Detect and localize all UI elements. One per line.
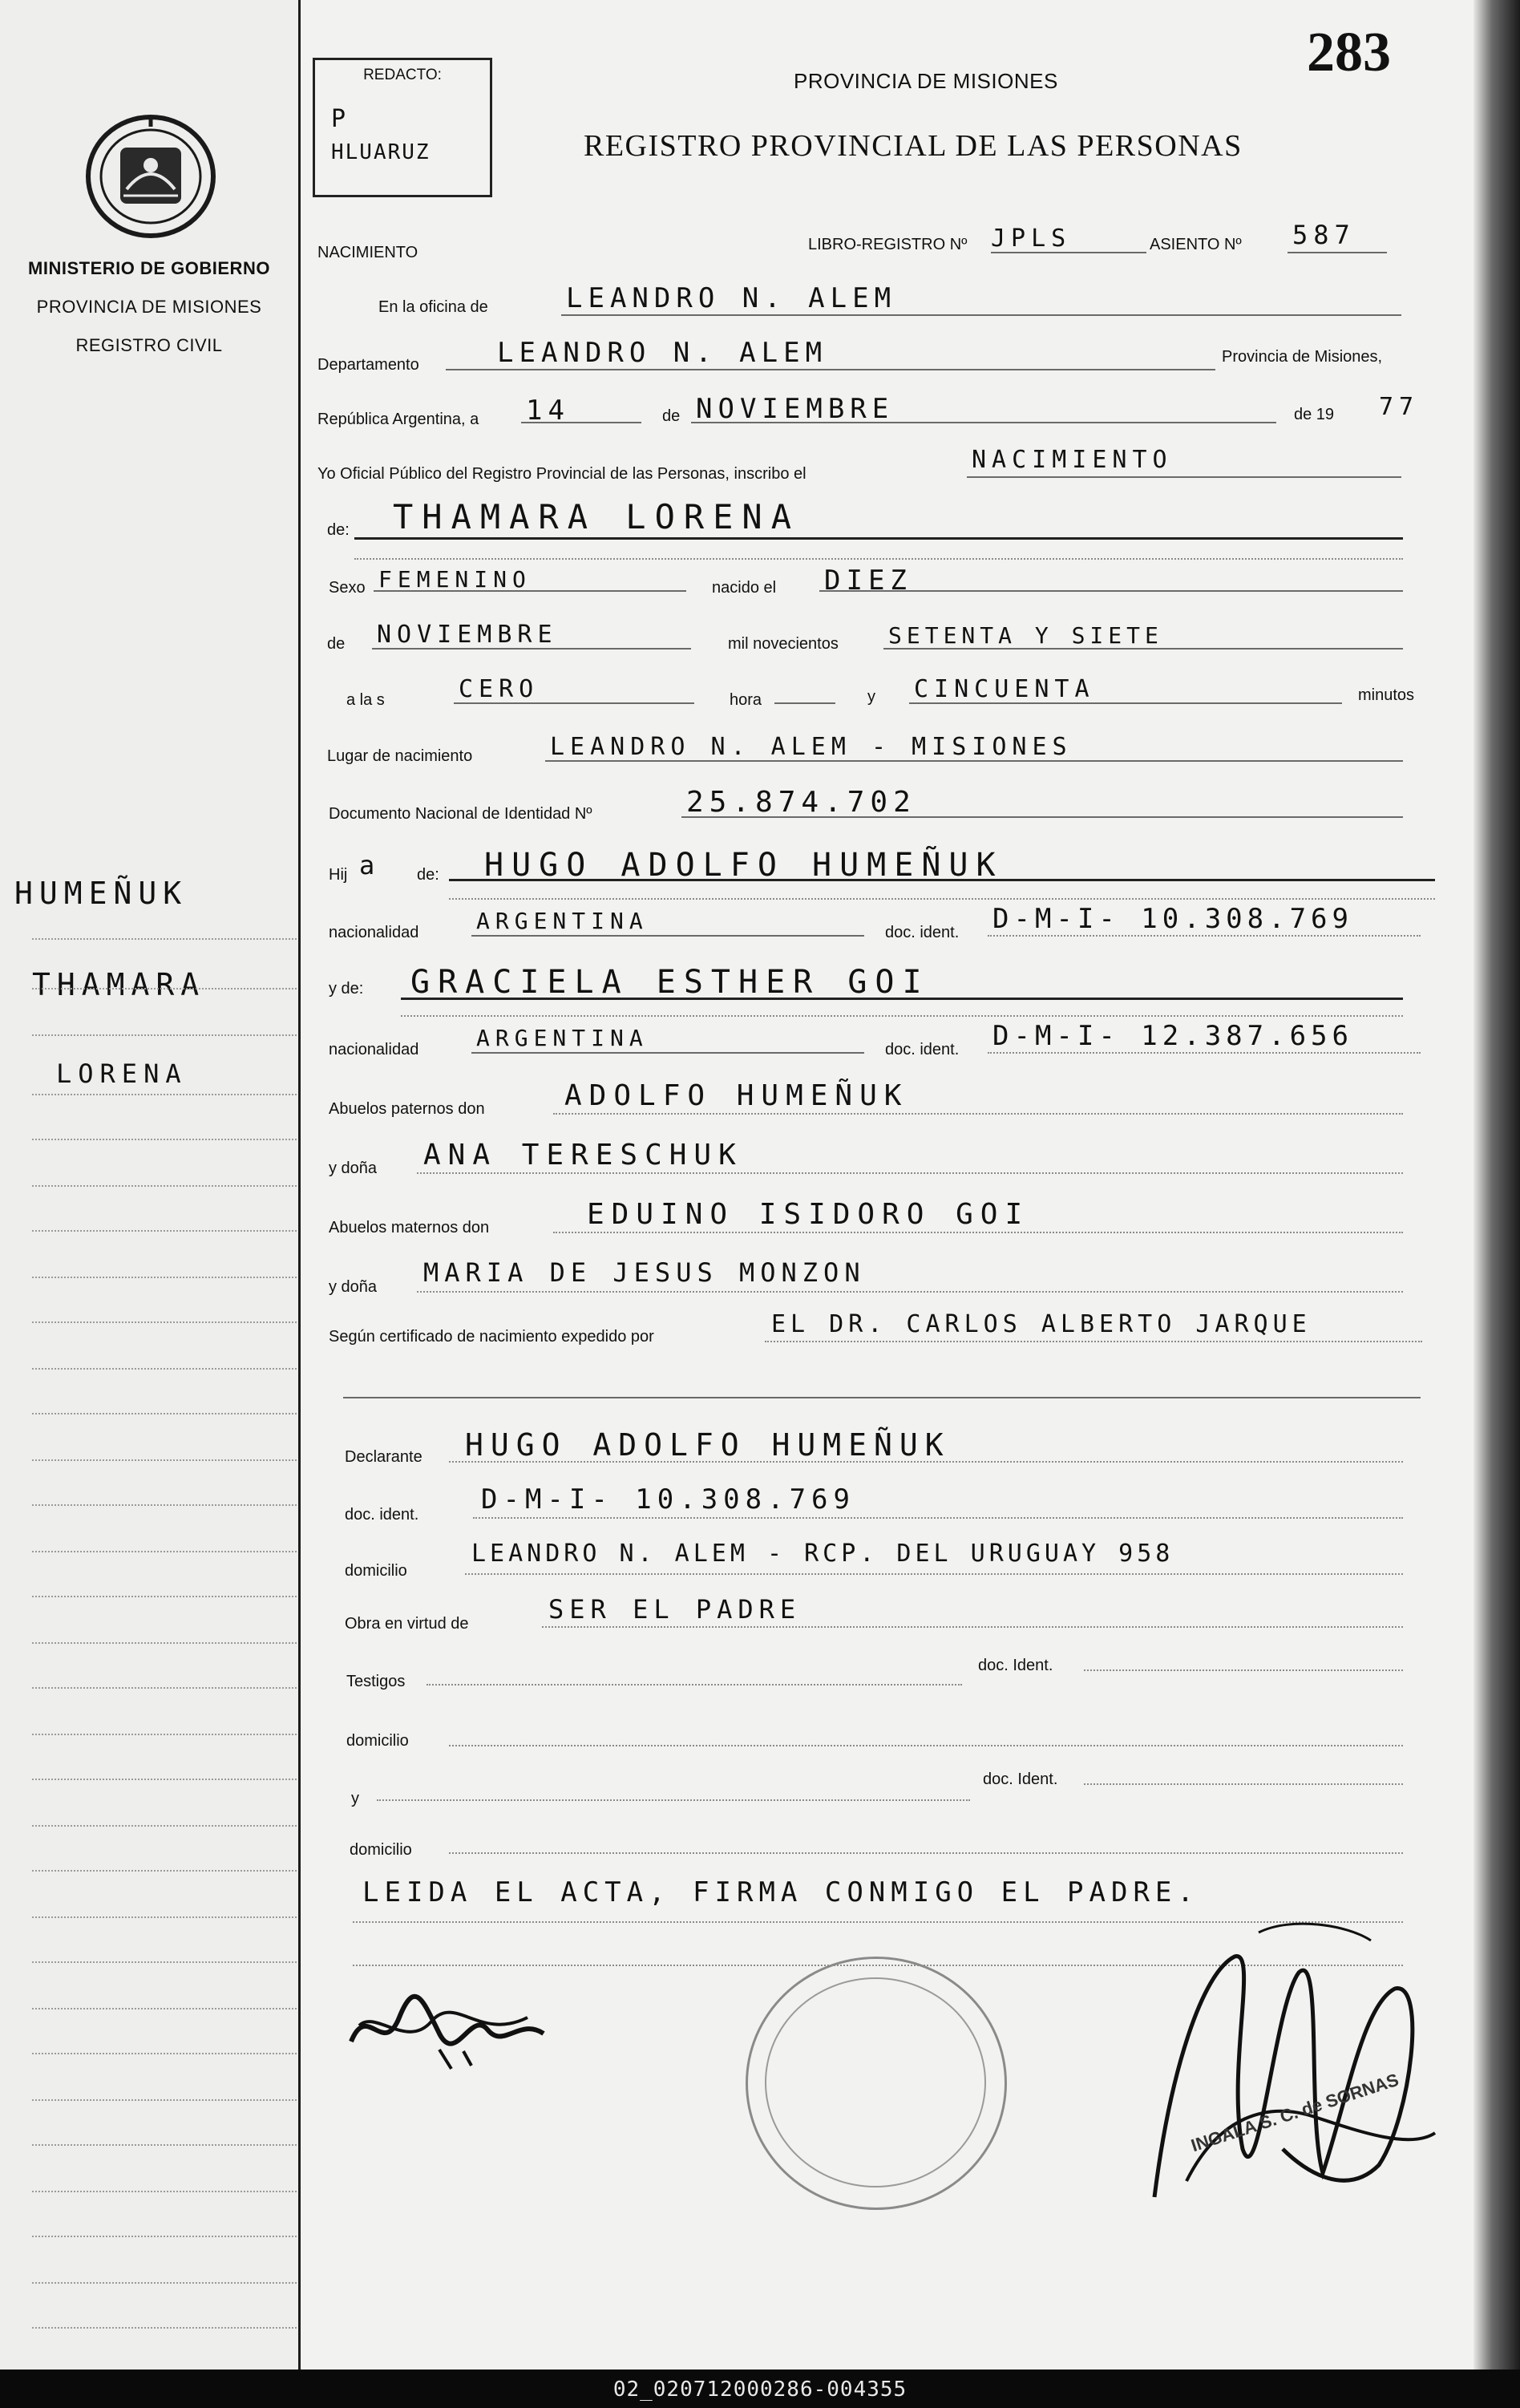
lugar-rule [545,760,1403,762]
declarant-signature [343,1985,552,2074]
mother-doc-rule [988,1052,1421,1054]
dni-value: 25.874.702 [686,786,916,819]
margin-rule [32,1504,297,1506]
margin-rule [32,1185,297,1187]
father-doc-rule [988,935,1421,937]
segun-rule [765,1341,1422,1342]
testigo2-rule [377,1799,970,1801]
domicilio-value: LEANDRO N. ALEM - RCP. DEL URUGUAY 958 [471,1540,1174,1568]
oficina-rule [561,314,1401,316]
margin-surname: HUMEÑUK [14,876,188,911]
nacido-label: nacido el [712,579,777,597]
day-value: 14 [526,395,570,427]
abuelos-paternos-label: Abuelos paternos don [329,1100,485,1118]
sexo-value: FEMENINO [378,566,532,593]
hij-suffix: a [359,850,381,880]
republica-label: República Argentina, a [317,411,479,428]
dona-label: y doña [329,1278,378,1296]
birth-year-rule [883,648,1403,650]
paternal-grandfather-rule [553,1113,1403,1115]
father-name-value: HUGO ADOLFO HUMEÑUK [484,847,1004,884]
margin-rule [32,938,297,940]
testigo1-domicilio-label: domicilio [346,1732,409,1750]
margin-rule [32,1230,297,1232]
testigo1-domicilio-rule [449,1745,1403,1746]
lugar-value: LEANDRO N. ALEM - MISIONES [550,733,1073,761]
birth-year-value: SETENTA Y SIETE [888,622,1163,649]
margin-rule [32,1734,297,1735]
nacionalidad-label: nacionalidad [329,1041,419,1058]
y-label: y [867,688,875,706]
margin-rule [32,1139,297,1140]
child-name-underrule [354,558,1403,560]
hij-de-label: de: [417,866,439,884]
margin-rule [32,1596,297,1597]
margin-rule [32,2008,297,2009]
margin-rule [32,1870,297,1872]
abuelos-maternos-label: Abuelos maternos don [329,1219,490,1236]
declarante-doc-rule [473,1517,1403,1519]
father-name-underrule [449,898,1435,900]
alas-label: a la s [346,691,385,709]
page-number: 283 [1307,22,1391,83]
margin-rule [32,1321,297,1323]
departamento-label: Departamento [317,356,419,374]
margin-rule [32,1034,297,1036]
scan-edge-shadow [1474,0,1520,2370]
father-nationality-rule [471,935,864,937]
year-label: de 19 [1294,406,1335,423]
paternal-grandmother-value: ANA TERESCHUK [423,1139,743,1172]
de-name-label: de: [327,521,350,539]
redacto-handwritten-name: HLUARUZ [331,140,431,164]
maternal-grandmother-rule [417,1291,1403,1293]
father-nationality-value: ARGENTINA [476,908,649,934]
province-header: PROVINCIA DE MISIONES [794,69,1058,93]
margin-rule [32,1094,297,1095]
redacto-handwritten-initial: P [331,105,348,133]
child-name-value: THAMARA LORENA [393,497,801,536]
mother-nationality-value: ARGENTINA [476,1025,649,1051]
testigo1-rule [426,1684,962,1686]
provincia-label: Provincia de Misiones, [1222,348,1383,366]
margin-rule [32,1368,297,1370]
redacto-box [313,58,492,197]
departamento-rule [446,369,1215,370]
margin-rule [32,2191,297,2192]
father-doc-value: D-M-I- 10.308.769 [992,903,1353,935]
province-subtitle: PROVINCIA DE MISIONES [36,297,262,317]
testigo-y-label: y [351,1790,359,1807]
declarante-doc-label: doc. ident. [345,1506,419,1524]
mother-name-rule [401,998,1403,1000]
ministry-title: MINISTERIO DE GOBIERNO [28,258,270,278]
asiento-label: ASIENTO Nº [1150,236,1242,253]
margin-rule [32,1961,297,1963]
hij-label: Hij [329,866,348,884]
record-type-label: NACIMIENTO [317,244,418,261]
segun-value: EL DR. CARLOS ALBERTO JARQUE [771,1310,1312,1338]
margin-first-name: THAMARA [32,967,206,1002]
margin-rule [32,1551,297,1552]
yo-oficial-label: Yo Oficial Público del Registro Provincial de las Personas, inscribo el [317,465,806,483]
mother-doc-value: D-M-I- 12.387.656 [992,1020,1353,1052]
registry-title: REGISTRO PROVINCIAL DE LAS PERSONAS [584,129,1243,163]
lugar-label: Lugar de nacimiento [327,747,473,765]
libro-label: LIBRO-REGISTRO Nº [808,236,968,253]
birth-month-rule [372,648,691,650]
closing-statement: LEIDA EL ACTA, FIRMA CONMIGO EL PADRE. [362,1876,1199,1908]
domicilio-rule [465,1573,1403,1575]
margin-second-name: LORENA [56,1058,188,1089]
sexo-label: Sexo [329,579,366,597]
dni-rule [681,816,1403,818]
minutos-rule [909,702,1342,704]
minutos-value: CINCUENTA [914,675,1095,703]
nacido-value: DIEZ [824,565,912,597]
nacido-rule [819,590,1403,592]
obra-value: SER EL PADRE [548,1594,802,1625]
maternal-grandfather-value: EDUINO ISIDORO GOI [587,1198,1030,1231]
margin-rule [32,2236,297,2237]
mother-doc-label: doc. ident. [885,1041,960,1058]
asiento-rule [1288,252,1387,253]
dni-label: Documento Nacional de Identidad Nº [329,805,592,823]
redacto-label: REDACTO: [363,67,442,83]
obra-rule [542,1626,1403,1628]
margin-rule [32,1277,297,1278]
margin-rule [32,2282,297,2284]
father-doc-label: doc. ident. [885,924,960,941]
declarante-label: Declarante [345,1448,422,1466]
father-name-rule [449,879,1435,881]
margin-rule [32,988,297,990]
dona-label: y doña [329,1159,378,1177]
inscribo-rule [967,476,1401,478]
provincial-crest-icon [83,112,218,241]
birth-month-value: NOVIEMBRE [377,621,558,649]
testigo2-doc-rule [1084,1783,1403,1785]
departamento-value: LEANDRO N. ALEM [497,337,828,369]
nacionalidad-label: nacionalidad [329,924,419,941]
obra-label: Obra en virtud de [345,1615,469,1633]
asiento-value: 587 [1292,220,1356,250]
libro-rule [991,252,1146,253]
sexo-rule [374,590,686,592]
inscribo-value: NACIMIENTO [972,446,1173,474]
testigo1-doc-label: doc. Ident. [978,1657,1053,1674]
margin-rule [32,1459,297,1461]
document-id: 02_020712000286-004355 [612,2378,908,2402]
child-name-rule [354,537,1403,540]
domicilio-label: domicilio [345,1562,407,1580]
segun-label: Según certificado de nacimiento expedido por [329,1328,654,1346]
hora-short-rule [774,702,835,704]
margin-rule [32,1916,297,1918]
margin-rule [32,1687,297,1689]
testigo2-doc-label: doc. Ident. [983,1771,1058,1788]
margin-rule [32,2099,297,2101]
mother-name-underrule [401,1015,1403,1017]
segun-continuation-rule [343,1397,1421,1398]
hora-value: CERO [459,675,540,703]
yde-label: y de: [329,980,364,998]
registry-subtitle: REGISTRO CIVIL [75,335,223,355]
margin-rule [32,1642,297,1644]
official-signature [1106,1908,1443,2213]
mother-nationality-rule [471,1052,864,1054]
testigo2-domicilio-rule [449,1852,1403,1854]
margin-rule [32,1825,297,1827]
declarante-doc-value: D-M-I- 10.308.769 [481,1483,855,1516]
margin-rule [32,2144,297,2146]
de-month-label: de [327,635,346,653]
registrar-stamp: INGALA S. C. de SORNAS [1188,2069,1401,2156]
day-rule [521,422,641,423]
testigo2-domicilio-label: domicilio [350,1841,412,1859]
maternal-grandfather-rule [553,1232,1403,1233]
official-seal-inner [765,1977,986,2187]
declarante-rule [449,1461,1403,1463]
minutos-label: minutos [1358,686,1415,704]
libro-value: JPLS [991,225,1072,253]
hora-label: hora [730,691,762,709]
margin-rule [32,1413,297,1414]
margin-rule [32,1779,297,1780]
month-rule [691,422,1276,423]
oficina-label: En la oficina de [378,298,488,316]
month-value: NOVIEMBRE [696,393,895,425]
oficina-value: LEANDRO N. ALEM [566,282,897,314]
mil-label: mil novecientos [728,635,839,653]
paternal-grandfather-value: ADOLFO HUMEÑUK [564,1079,909,1112]
maternal-grandmother-value: MARIA DE JESUS MONZON [423,1257,866,1288]
scan-footer [0,2370,1520,2408]
margin-rule [32,2053,297,2054]
de-label: de [662,407,681,425]
margin-rule [32,2327,297,2329]
declarante-value: HUGO ADOLFO HUMEÑUK [465,1427,951,1463]
hora-rule [454,702,694,704]
mother-name-value: GRACIELA ESTHER GOI [410,964,930,1001]
testigos-label: Testigos [346,1673,406,1690]
testigo1-doc-rule [1084,1669,1403,1671]
year-value: 77 [1379,393,1420,421]
paternal-grandmother-rule [417,1172,1403,1174]
